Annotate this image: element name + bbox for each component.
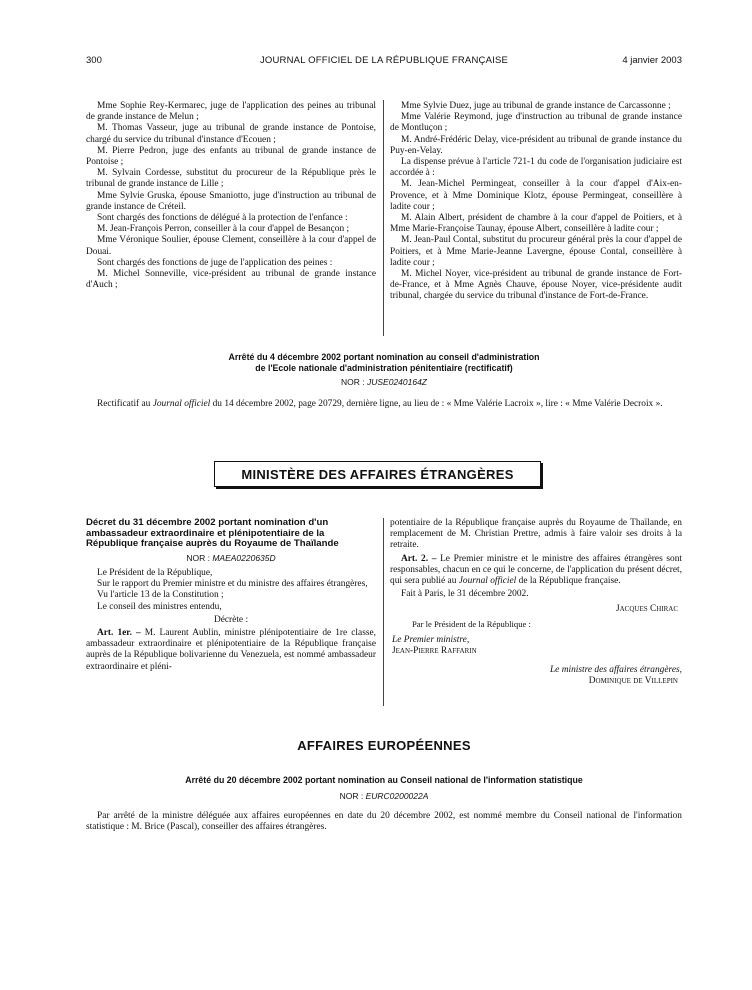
- paragraph: Mme Véronique Soulier, épouse Clement, conseillère à la cour d'appel de Douai.: [86, 235, 376, 257]
- signatory-president: Jacques Chirac: [615, 604, 678, 615]
- paragraph: M. Jean-Paul Contal, substitut du procureur général près la cour d'appel de Poitiers, et à Mme Marie-Jeanne Lavergne, épouse Contal, conseillère à ladite cour ;: [390, 235, 682, 268]
- paragraph: M. Michel Sonneville, vice-président au tribunal de grande instance d'Auch ;: [86, 269, 376, 291]
- page-number: 300: [86, 55, 102, 66]
- top-left-column: [86, 101, 376, 291]
- nor-label: NOR :: [339, 791, 364, 801]
- article-1-text: M. Laurent Aublin, ministre plénipotentiaire de 1re classe, ambassadeur extraordinaire et plénipotentiaire de la République française auprès de la République bolivarienne du Venezuela, est nommé ambassadeur extraordinaire et pléni-: [86, 628, 376, 672]
- fait-a-paris: Fait à Paris, le 31 décembre 2002.: [401, 589, 529, 600]
- paragraph: M. André-Frédéric Delay, vice-président au tribunal de grande instance du Puy-en-Velay.: [390, 134, 682, 156]
- decret-title: Décret du 31 décembre 2002 portant nomination d'un ambassadeur extraordinaire et plénipotentiaire de la République française auprès du Royaume de Thaïlande: [86, 517, 339, 550]
- journal-officiel-ref: Journal officiel: [458, 576, 517, 587]
- article-2: [390, 554, 682, 588]
- decret-right-column: [390, 518, 682, 688]
- nor-code: MAEA0220635D: [212, 552, 276, 563]
- preamble-paragraph: Le Président de la République,: [97, 567, 213, 578]
- paragraph: M. Alain Albert, président de chambre à la cour d'appel de Poitiers, et à Mme Marie-Françoise Taunay, épouse Albert, conseillère à ladite cour ;: [390, 213, 682, 235]
- paragraph: M. Pierre Pedron, juge des enfants au tribunal de grande instance de Pontoise ;: [86, 145, 376, 168]
- column-divider: [383, 100, 384, 336]
- nor-code: JUSE0240164Z: [366, 377, 427, 387]
- paragraph: Sont chargés des fonctions de délégué à la protection de l'enfance :: [97, 213, 348, 224]
- paragraph: Mme Sophie Rey-Kermarec, juge de l'application des peines au tribunal de grande instance de Melun ;: [86, 101, 376, 123]
- decret-left-column: [86, 518, 376, 673]
- paragraph: M. Thomas Vasseur, juge au tribunal de grande instance de Pontoise, chargé du service du tribunal d'instance d'Ecouen ;: [86, 123, 376, 145]
- ministry-title: MINISTÈRE DES AFFAIRES ÉTRANGÈRES: [241, 466, 514, 482]
- arrete1-body-suffix: du 14 décembre 2002, page 20729, dernière ligne, au lieu de : « Mme Valérie Lacroix », lire : « Mme Valérie Decroix ».: [210, 399, 663, 409]
- journal-title: JOURNAL OFFICIEL DE LA RÉPUBLIQUE FRANÇAISE: [259, 55, 509, 66]
- nor-label: NOR :: [340, 377, 365, 387]
- arrete1-title-line2: de l'Ecole nationale d'administration pénitentiaire (rectificatif): [255, 362, 513, 373]
- arrete1-nor: [86, 377, 682, 387]
- decret-preamble: [86, 568, 376, 613]
- ministry-heading-box: [214, 461, 541, 487]
- journal-officiel-ref: Journal officiel: [152, 399, 211, 409]
- issue-date: 4 janvier 2003: [622, 55, 682, 66]
- article-2-label: Art. 2. –: [401, 553, 437, 564]
- column-divider: [383, 518, 384, 706]
- paragraph: Mme Valérie Reymond, juge d'instruction au tribunal de grande instance de Montluçon ;: [390, 112, 682, 134]
- par-le-president: Par le Président de la République :: [412, 618, 531, 629]
- minister-title: [390, 665, 682, 676]
- article-2-text-a: Le Premier ministre et le ministre des affaires étrangères sont responsables, chacun en ce qui le concerne, de l'application du présent décret, qui sera publié au: [390, 553, 683, 587]
- decret-nor: [86, 553, 376, 564]
- pm-title: [390, 635, 682, 646]
- nor-code: EURC0200022A: [365, 791, 429, 801]
- arrete1-title-line1: Arrêté du 4 décembre 2002 portant nomination au conseil d'administration: [228, 352, 540, 362]
- minister-title-text: Le ministre des affaires étrangères,: [549, 665, 682, 676]
- page-header: [86, 55, 682, 69]
- arrete2-title: Arrêté du 20 décembre 2002 portant nomination au Conseil national de l'information statistique: [185, 775, 583, 785]
- arrete1-body-prefix: Rectificatif au: [97, 399, 153, 409]
- paragraph: M. Jean-François Perron, conseiller à la cour d'appel de Besançon ;: [97, 224, 350, 235]
- pm-name: Jean-Pierre Raffarin: [392, 646, 477, 657]
- decrete-label: Décrète :: [213, 614, 249, 625]
- section-title-affaires-europeennes: AFFAIRES EUROPÉENNES: [297, 738, 471, 753]
- paragraph: Mme Sylvie Duez, juge au tribunal de grande instance de Carcassonne ;: [401, 101, 671, 111]
- paragraph: Sont chargés des fonctions de juge de l'application des peines :: [97, 257, 333, 268]
- arrete2-body-text: Par arrêté de la ministre déléguée aux affaires européennes en date du 20 décembre 2002, est nommé membre du Conseil national de l'information statistique : M. Brice (Pascal), conseiller des affaires étrangères.: [86, 811, 682, 833]
- top-right-column: [390, 101, 682, 303]
- preamble-paragraph: Sur le rapport du Premier ministre et du ministre des affaires étrangères,: [97, 579, 368, 590]
- minister-name: Dominique de Villepin: [588, 676, 678, 687]
- paragraph: M. Michel Noyer, vice-président au tribunal de grande instance de Fort-de-France, et à Mme Agnès Chauve, épouse Noyer, vice-présidente audit tribunal, chargée du service du tribunal d'instance de Fort-de-France.: [390, 269, 682, 302]
- paragraph: La dispense prévue à l'article 721-1 du code de l'organisation judiciaire est accordée à :: [390, 157, 682, 179]
- pm-title-text: Le Premier ministre,: [392, 634, 470, 645]
- arrete2-body: [86, 811, 682, 833]
- nor-label: NOR :: [186, 552, 210, 563]
- preamble-paragraph: Vu l'article 13 de la Constitution ;: [97, 590, 224, 601]
- arrete2-nor: [86, 791, 682, 801]
- paragraph: M. Jean-Michel Permingeat, conseiller à la cour d'appel d'Aix-en-Provence, et à Mme Dominique Klotz, épouse Permingeat, conseillère à ladite cour ;: [390, 179, 682, 212]
- article-1-label: Art. 1er. –: [97, 628, 141, 638]
- paragraph: M. Sylvain Cordesse, substitut du procureur de la République près le tribunal de grande instance de Lille ;: [86, 168, 376, 190]
- article-1-continued: potentiaire de la République française auprès du Royaume de Thaïlande, en remplacement de M. Christian Prettre, admis à faire valoir ses droits à la retraite.: [390, 518, 682, 551]
- preamble-paragraph: Le conseil des ministres entendu,: [97, 601, 222, 612]
- arrete1-body: [86, 399, 682, 410]
- article-2-text-b: de la République française.: [516, 576, 621, 587]
- arrete1-title: [86, 352, 682, 373]
- article-1: [86, 628, 376, 673]
- paragraph: Mme Sylvie Gruska, épouse Smaniotto, juge d'instruction au tribunal de grande instance de Créteil.: [86, 190, 376, 212]
